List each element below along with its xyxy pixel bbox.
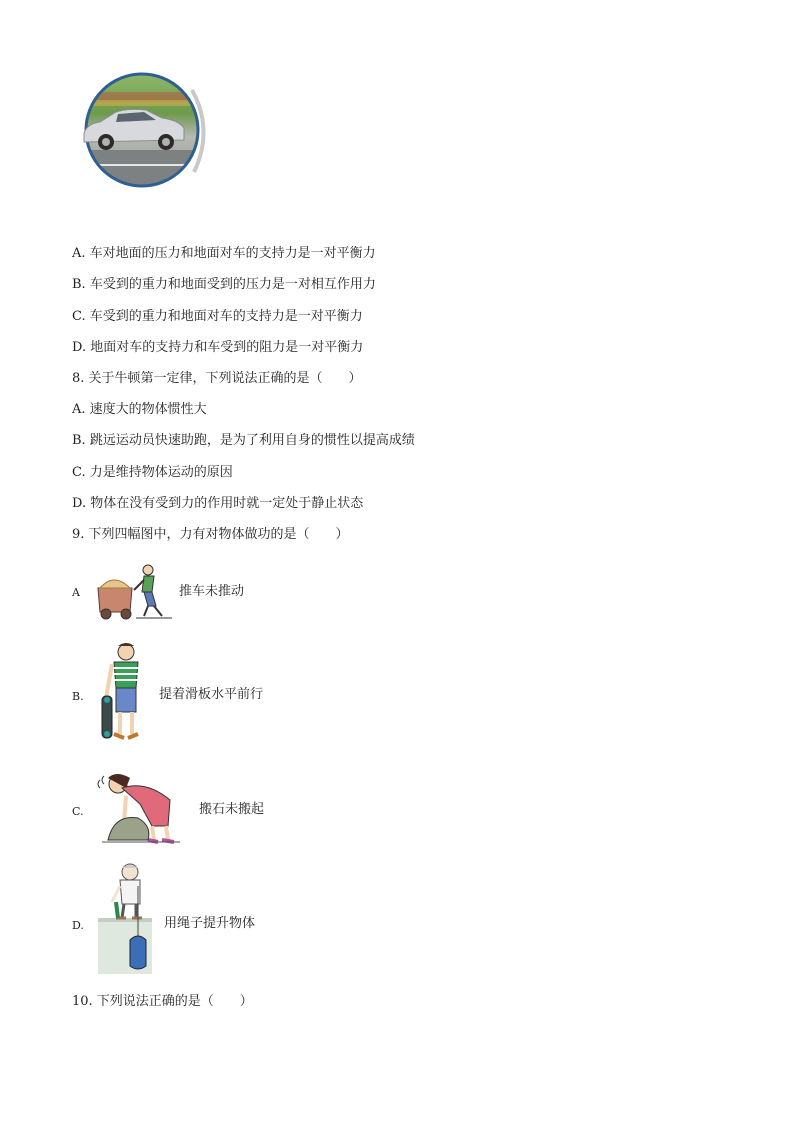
q10-stem: 10. 下列说法正确的是（ ） (72, 994, 253, 1009)
q9-option-d-caption: 用绳子提升物体 (164, 916, 256, 931)
q9-option-c-letter: C. (72, 805, 84, 818)
q9-stem: 9. 下列四幅图中，力有对物体做功的是（ ） (72, 527, 349, 542)
pushing-cart-illustration (92, 562, 174, 620)
q9-option-b-letter: B. (72, 690, 84, 703)
q8-option-b: B. 跳远运动员快速助跑，是为了利用自身的惯性以提高成绩 (72, 433, 415, 448)
carrying-skateboard-illustration (100, 642, 150, 746)
q7-option-a: A. 车对地面的压力和地面对车的支持力是一对平衡力 (72, 246, 376, 261)
rope-lifting-illustration (96, 862, 156, 974)
q7-option-c: C. 车受到的重力和地面对车的支持力是一对平衡力 (72, 309, 363, 324)
car-illustration (80, 72, 214, 190)
q8-stem: 8. 关于牛顿第一定律，下列说法正确的是（ ） (72, 371, 362, 386)
lifting-stone-illustration (96, 770, 180, 846)
q8-option-d: D. 物体在没有受到力的作用时就一定处于静止状态 (72, 496, 364, 511)
q8-option-a: A. 速度大的物体惯性大 (72, 402, 207, 417)
q8-option-c: C. 力是维持物体运动的原因 (72, 465, 233, 480)
q9-option-a-letter: A (72, 586, 80, 599)
q9-option-b-caption: 提着滑板水平前行 (159, 687, 264, 702)
q7-option-d: D. 地面对车的支持力和车受到的阻力是一对平衡力 (72, 340, 364, 355)
q9-option-a-caption: 推车未推动 (179, 584, 245, 599)
q7-option-b: B. 车受到的重力和地面受到的压力是一对相互作用力 (72, 277, 376, 292)
q9-option-d-letter: D. (72, 919, 84, 932)
q9-option-c-caption: 搬石未搬起 (199, 802, 265, 817)
